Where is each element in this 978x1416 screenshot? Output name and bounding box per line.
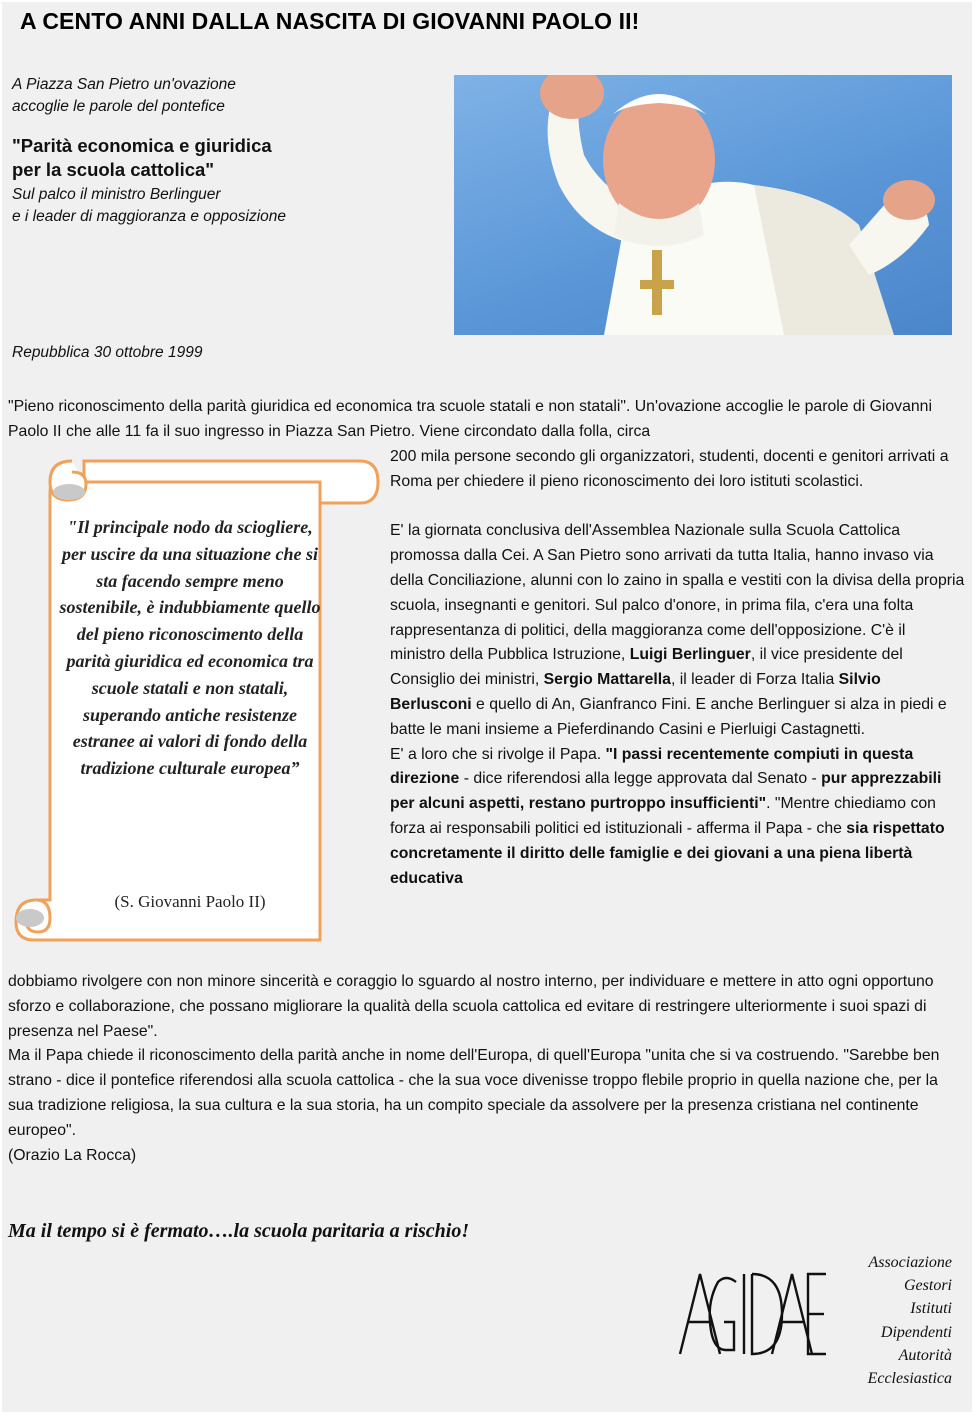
intro-line: A Piazza San Pietro un'ovazione: [12, 76, 236, 93]
association-line: Associazione: [868, 1254, 952, 1271]
article-text: E' a loro che si rivolge il Papa.: [390, 745, 602, 763]
page-title: A CENTO ANNI DALLA NASCITA DI GIOVANNI PAOLO II!: [20, 8, 640, 34]
motto: Ma il tempo si è fermato….la scuola paritaria a rischio!: [8, 1220, 470, 1242]
pope-quotation: "Il principale nodo da sciogliere, per uscire da una situazione che si sta facendo sempre meno sostenibile, è indubbiamente quello del pieno riconoscimento della parità giuridica ed economica tra scuole statali e non statali, superando antiche resistenze estranee ai valori di fondo della tradizione culturale europea”: [59, 517, 321, 779]
article-paragraph: "Pieno riconoscimento della parità giuridica ed economica tra scuole statali e non statali". Un'ovazione accoglie le parole di Giovanni Paolo II che alle 11 fa il suo ingresso in Piazza San Pietro. Viene circondato dalla folla, circa: [8, 398, 932, 440]
pope-quote: pur apprezzabili per alcuni aspetti, restano purtroppo insufficienti": [390, 770, 942, 813]
association-line: Ecclesiastica: [867, 1370, 952, 1388]
article-text: E' la giornata conclusiva dell'Assemblea Nazionale sulla Scuola Cattolica promossa dalla Cei. A San Pietro sono arrivati da tutta Italia, hanno invaso via della Conciliazione, alunni con lo zaino in spalla e vestiti con la divisa della propria scuola, insegnanti e genitori. Sul palco d'onore, in prima fila, c'era una folta rappresentanza di politici, della maggioranza come dell'opposizione. C'è il ministro della Pubblica Istruzione,: [390, 522, 965, 664]
association-line: Gestori: [904, 1277, 952, 1295]
association-line: Autorità: [898, 1346, 952, 1364]
pope-illustration: [454, 75, 952, 335]
article-paragraph: [390, 445, 965, 891]
quote-author: (S. Giovanni Paolo II): [114, 892, 266, 911]
article-paragraph: [8, 970, 963, 1168]
subheadline: Sul palco il ministro Berlinguer: [12, 186, 221, 203]
pope-quote: sia rispettato concretamente il diritto delle famiglie e dei giovani a una piena libertà educativa: [390, 819, 945, 887]
article-text: . "Mentre chiediamo con forza ai responsabili politici ed istituzionali - afferma il Papa - che: [390, 795, 936, 837]
article-text: e quello di An, Gianfranco Fini. E anche Berlinguer si alza in piedi e batte le mani insieme a Pieferdinando Casini e Pierluigi Castagnetti.: [390, 695, 947, 738]
association-line: Dipendenti: [880, 1323, 952, 1341]
subheadline: e i leader di maggioranza e opposizione: [12, 208, 287, 225]
intro-line: accoglie le parole del pontefice: [12, 98, 225, 115]
headline: per la scuola cattolica": [12, 159, 215, 180]
pope-photo: [454, 75, 952, 335]
page: [2, 2, 972, 1412]
article-text: , il leader di Forza Italia: [670, 671, 835, 689]
byline: (Orazio La Rocca): [8, 1146, 137, 1164]
pope-quote: "I passi recentemente compiuti in questa direzione: [390, 745, 914, 788]
intro-block: [12, 74, 442, 228]
person-name: Sergio Mattarella: [543, 671, 671, 689]
source-citation: Repubblica 30 ottobre 1999: [12, 344, 203, 361]
article-text: dobbiamo rivolgere con non minore sincerità e coraggio lo sguardo al nostro interno, per individuare e mettere in atto ogni opportuno sforzo e collaborazione, che possano migliorare la qualità della scuola cattolica ed evitare di restringere ulteriormente i suoi spazi di presenza nel Paese".: [8, 973, 934, 1040]
person-name: Luigi Berlinguer: [629, 646, 751, 664]
article-text: Ma il Papa chiede il riconoscimento della parità anche in nome dell'Europa, di quell'Europa "unita che si va costruendo. "Sarebbe ben strano - dice il pontefice riferendosi alla scuola cattolica - che la sua voce divenisse troppo flebile proprio in quella nazione che, per la sua tradizione religiosa, la sua cultura e la sua storia, ha un compito speciale da assolvere per la presenza cristiana nel continente europeo".: [8, 1047, 940, 1139]
article-text: - dice riferendosi alla legge approvata dal Senato -: [463, 770, 817, 788]
person-name: Silvio Berlusconi: [390, 671, 881, 713]
article-text: , il vice presidente del Consiglio dei ministri,: [390, 646, 903, 689]
scroll-curl-bottom: [16, 909, 44, 927]
association-name: [868, 1251, 952, 1390]
article-text: 200 mila persone secondo gli organizzatori, studenti, docenti e genitori arrivati a Roma per chiedere il pieno riconoscimento dei loro istituti scolastici.: [390, 448, 949, 490]
association-line: Istituti: [910, 1300, 952, 1318]
scroll-curl-top: [53, 484, 85, 500]
agidae-logo: [678, 1270, 828, 1362]
headline: "Parità economica e giuridica: [12, 135, 272, 156]
